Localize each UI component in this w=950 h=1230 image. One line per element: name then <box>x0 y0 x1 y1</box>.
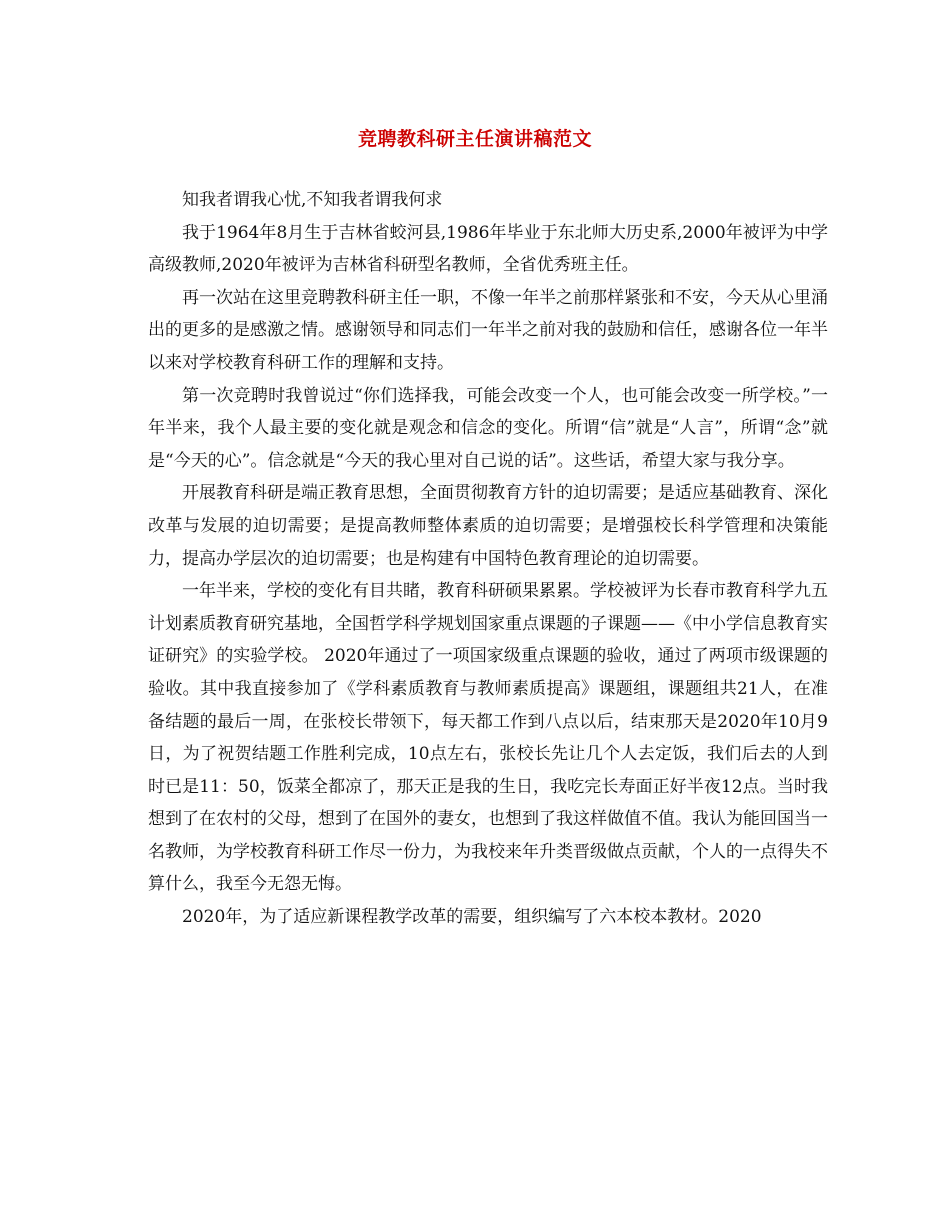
document-body <box>148 184 828 934</box>
paragraph-6: 一年半来，学校的变化有目共睹，教育科研硕果累累。学校被评为长春市教育科学九五计划素质教育研究基地，全国哲学科学规划国家重点课题的子课题——《中小学信息教育实证研究》的实验学校。 2020年通过了一项国家级重点课题的验收，通过了两项市级课题的验收。其中我直接参加了《学科素质教育与教师素质提高》课题组，课题组共21人，在准备结题的最后一周，在张校长带领下，每天都工作到八点以后，结束那天是2020年10月9日，为了祝贺结题工作胜利完成，10点左右，张校长先让几个人去定饭，我们后去的人到时已是11：50，饭菜全都凉了，那天正是我的生日，我吃完长寿面正好半夜12点。当时我想到了在农村的父母，想到了在国外的妻女，也想到了我这样做值不值。我认为能回国当一名教师，为学校教育科研工作尽一份力，为我校来年升类晋级做点贡献，个人的一点得失不算什么，我至今无怨无悔。 <box>148 581 828 895</box>
paragraph-5: 开展教育科研是端正教育思想，全面贯彻教育方针的迫切需要；是适应基础教育、深化改革与发展的迫切需要；是提高教师整体素质的迫切需要；是增强校长科学管理和决策能力，提高办学层次的迫切需要；也是构建有中国特色教育理论的迫切需要。 <box>148 483 828 569</box>
paragraph-2: 我于1964年8月生于吉林省蛟河县,1986年毕业于东北师大历史系,2000年被评为中学高级教师,2020年被评为吉林省科研型名教师，全省优秀班主任。 <box>148 222 828 276</box>
document-title: 竞聘教科研主任演讲稿范文 <box>357 128 592 150</box>
paragraph-7: 2020年，为了适应新课程教学改革的需要，组织编写了六本校本教材。2020 <box>182 907 762 928</box>
paragraph-4: 第一次竞聘时我曾说过“你们选择我，可能会改变一个人，也可能会改变一所学校。”一年半来，我个人最主要的变化就是观念和信念的变化。所谓“信”就是“人言”，所谓“念”就是“今天的心”。信念就是“今天的我心里对自己说的话”。这些话，希望大家与我分享。 <box>148 385 828 471</box>
paragraph-1: 知我者谓我心忧,不知我者谓我何求 <box>182 190 443 210</box>
paragraph-3: 再一次站在这里竞聘教科研主任一职，不像一年半之前那样紧张和不安，今天从心里涌出的更多的是感激之情。感谢领导和同志们一年半之前对我的鼓励和信任，感谢各位一年半以来对学校教育科研工作的理解和支持。 <box>148 287 828 373</box>
